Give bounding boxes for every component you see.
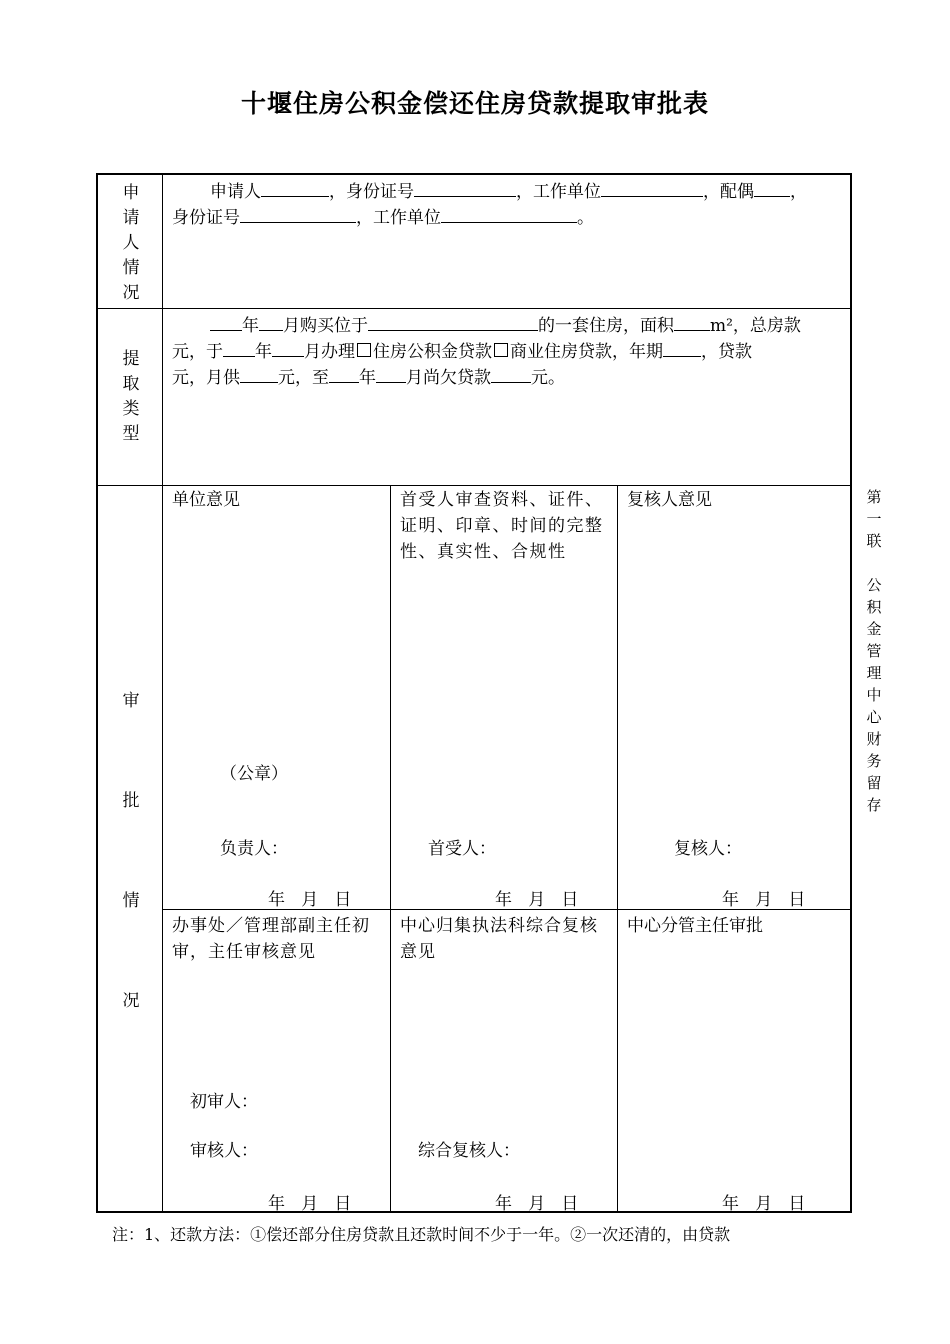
applicant-line-1 [210, 178, 807, 205]
type-section-label: 提 取 类 型 [122, 349, 140, 444]
responsible-label: 负责人： [220, 839, 288, 859]
applicant-id-blank[interactable] [414, 178, 516, 197]
center-opinion-heading: 中心归集执法科综合复核意见 [400, 916, 598, 962]
spouse-id-label: 身份证号 [172, 208, 240, 228]
date-center: 年 月 日 [495, 1194, 579, 1214]
approval-label-1: 审 [122, 691, 140, 711]
first-receiver-label: 首受人： [428, 839, 496, 859]
unit-opinion-heading: 单位意见 [172, 490, 240, 510]
first-review-heading: 首受人审查资料、证件、证明、印章、时间的完整性、真实性、合规性 [400, 490, 604, 562]
row-divider-2 [98, 485, 852, 486]
withdraw-line-1 [210, 312, 801, 339]
loan-year-blank[interactable] [223, 338, 255, 357]
loan-term-label: 商业住房贷款，年期 [510, 342, 663, 362]
copy-note: 第 一 联 公 积 金 管 理 中 心 财 务 留 存 [866, 488, 882, 814]
year-label: 年 [242, 316, 259, 336]
page-title: 十堰住房公积金偿还住房贷款提取审批表 [240, 89, 709, 118]
approval-divider-2 [617, 485, 618, 1213]
loan-month-blank[interactable] [272, 338, 304, 357]
outstanding-blank[interactable] [491, 364, 531, 383]
purchase-month-blank[interactable] [259, 312, 283, 331]
spouse-id-blank[interactable] [240, 204, 356, 223]
total-price-label: m²，总房款 [710, 316, 801, 336]
approval-label-4: 况 [122, 991, 140, 1011]
label-column-divider [162, 175, 163, 1213]
date-unit: 年 月 日 [268, 890, 352, 910]
applicant-employer-label: ，工作单位 [516, 182, 601, 202]
footnote: 注：1、还款方法：①偿还部分住房贷款且还款时间不少于一年。②一次还清的，由贷款 [112, 1225, 731, 1244]
applicant-line-2 [172, 204, 594, 231]
applicant-section-label: 申 请 人 情 况 [122, 183, 140, 303]
year-label-2: 年 [255, 342, 272, 362]
recheck-opinion-heading: 复核人意见 [627, 490, 712, 510]
loan-handle-label: 月办理 [304, 342, 355, 362]
applicant-id-label: ，身份证号 [329, 182, 414, 202]
office-opinion-heading: 办事处／管理部副主任初审，主任审核意见 [172, 916, 370, 962]
until-label: 元，至 [278, 368, 329, 388]
applicant-name-label: 申请人 [210, 182, 261, 202]
year-label-3: 年 [359, 368, 376, 388]
withdraw-line-2 [172, 338, 752, 365]
approval-label-2: 批 [122, 791, 140, 811]
location-blank[interactable] [368, 312, 538, 331]
monthly-payment-blank[interactable] [240, 364, 278, 383]
area-label: 的一套住房，面积 [538, 316, 674, 336]
area-blank[interactable] [674, 312, 710, 331]
monthly-payment-label: 元，月供 [172, 368, 240, 388]
yuan-label: 元。 [531, 368, 565, 388]
approval-divider-1 [390, 485, 391, 1213]
seal-label: （公章） [220, 764, 288, 784]
spouse-label: ，配偶 [703, 182, 754, 202]
outstanding-label: 月尚欠贷款 [406, 368, 491, 388]
until-year-blank[interactable] [329, 364, 359, 383]
spouse-blank[interactable] [754, 178, 790, 197]
initial-reviewer-label: 初审人： [190, 1092, 258, 1112]
purchase-location-label: 月购买位于 [283, 316, 368, 336]
row-divider-1 [98, 308, 852, 309]
loan-amount-label: ，贷款 [701, 342, 752, 362]
fund-loan-label: 住房公积金贷款 [373, 342, 492, 362]
spouse-employer-label: ，工作单位 [356, 208, 441, 228]
comma: ， [790, 182, 807, 202]
rechecker-label: 复核人： [674, 839, 742, 859]
date-director: 年 月 日 [722, 1194, 806, 1214]
comprehensive-rechecker-label: 综合复核人： [418, 1141, 520, 1161]
fund-loan-checkbox[interactable] [357, 343, 371, 357]
spouse-employer-blank[interactable] [441, 204, 577, 223]
period: 。 [577, 208, 594, 228]
approval-label-3: 情 [122, 891, 140, 911]
approval-form [96, 173, 852, 1213]
loan-term-blank[interactable] [663, 338, 701, 357]
commercial-loan-checkbox[interactable] [494, 343, 508, 357]
date-recheck: 年 月 日 [722, 890, 806, 910]
withdraw-line-3 [172, 364, 565, 391]
date-first-review: 年 月 日 [495, 890, 579, 910]
until-month-blank[interactable] [376, 364, 406, 383]
purchase-year-blank[interactable] [210, 312, 242, 331]
date-office: 年 月 日 [268, 1194, 352, 1214]
applicant-employer-blank[interactable] [601, 178, 703, 197]
applicant-name-blank[interactable] [261, 178, 329, 197]
auditor-label: 审核人： [190, 1141, 258, 1161]
loan-date-label: 元，于 [172, 342, 223, 362]
director-opinion-heading: 中心分管主任审批 [627, 916, 763, 936]
